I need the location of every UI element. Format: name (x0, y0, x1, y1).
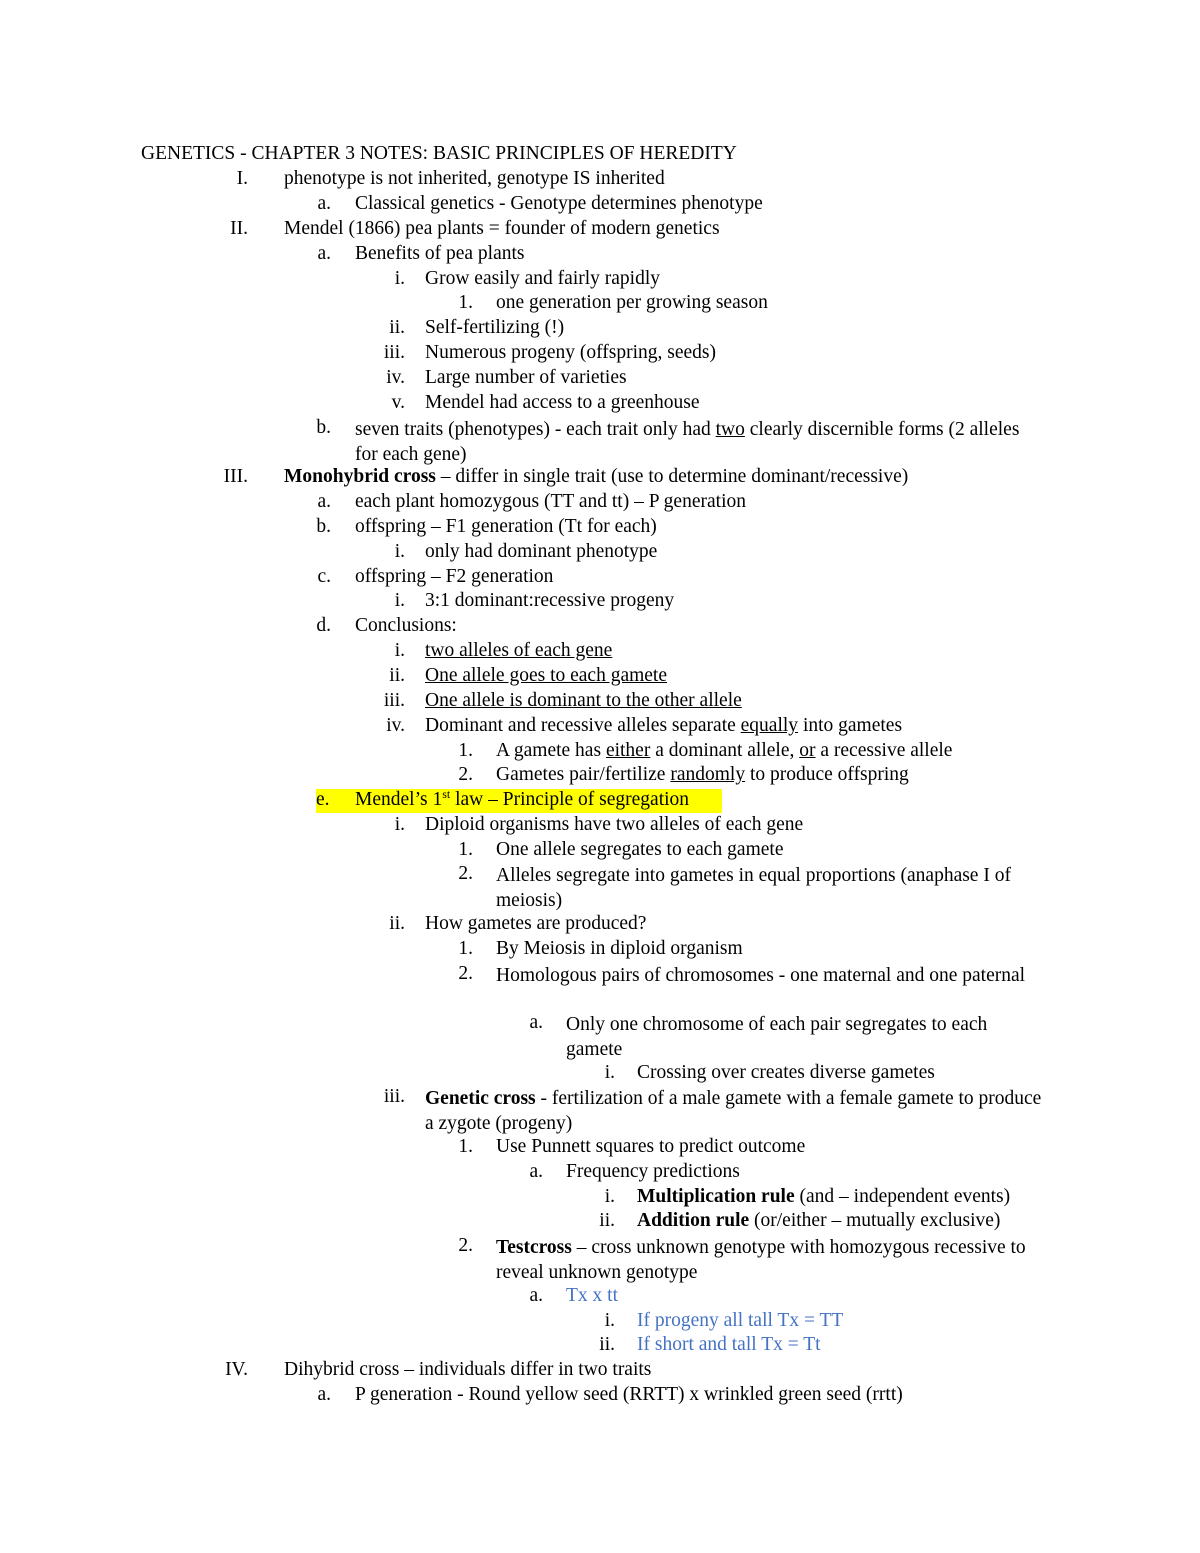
list-marker: a. (529, 1012, 543, 1033)
list-marker: a. (529, 1161, 543, 1182)
list-marker: iv. (386, 367, 405, 388)
underlined-text: One allele is dominant to the other allele (425, 690, 742, 711)
text-run: a recessive allele (815, 740, 953, 761)
text-run: A gamete has (496, 740, 606, 761)
item-text (496, 1235, 1076, 1285)
outline-item (0, 1136, 806, 1158)
text-run: Dominant and recessive alleles separate (425, 715, 741, 736)
list-marker: III. (223, 466, 248, 487)
list-marker: 1. (458, 1136, 473, 1157)
outline-item (0, 839, 784, 861)
outline-item (0, 615, 457, 637)
item-text: each plant homozygous (TT and tt) – P generation (355, 491, 746, 512)
item-text: P generation - Round yellow seed (RRTT) x wrinkled green seed (rrtt) (355, 1384, 903, 1405)
list-marker: iii. (383, 342, 405, 363)
item-text: Dihybrid cross – individuals differ in two traits (284, 1359, 652, 1380)
item-text: Frequency predictions (566, 1161, 740, 1182)
underlined-text: randomly (670, 764, 746, 785)
outline-item (0, 1186, 1011, 1208)
list-marker: d. (316, 615, 331, 636)
outline-item (0, 640, 613, 662)
item-text: Large number of varieties (425, 367, 627, 388)
list-marker: i. (394, 541, 405, 562)
item-text: If short and tall Tx = Tt (637, 1334, 821, 1355)
outline-item (0, 342, 716, 364)
list-marker: 2. (458, 764, 473, 785)
item-text: Grow easily and fairly rapidly (425, 268, 661, 289)
outline-item (0, 516, 657, 538)
text-run: (and – independent events) (794, 1186, 1011, 1207)
list-marker: v. (391, 392, 405, 413)
bold-term: Addition rule (637, 1210, 750, 1231)
list-marker: 1. (458, 740, 473, 761)
item-text: 3:1 dominant:recessive progeny (425, 590, 675, 611)
outline-item (0, 292, 768, 314)
list-marker: a. (317, 243, 331, 264)
list-marker: i. (604, 1186, 615, 1207)
outline-item (0, 1062, 935, 1084)
superscript: st (442, 787, 451, 801)
list-marker: ii. (389, 913, 405, 934)
list-marker: 2. (458, 1235, 473, 1256)
outline-item (0, 764, 909, 786)
item-text (425, 1086, 1050, 1136)
item-text: Tx x tt (566, 1285, 618, 1306)
outline-item (0, 1086, 1042, 1134)
list-marker: 1. (458, 938, 473, 959)
outline-item (0, 218, 720, 240)
outline-item (0, 715, 903, 737)
text-run: a dominant allele, (650, 740, 800, 761)
outline-item (0, 168, 665, 190)
list-marker: I. (236, 168, 248, 189)
outline-item (0, 1210, 1001, 1232)
list-marker: b. (316, 417, 331, 438)
item-text: By Meiosis in diploid organism (496, 938, 743, 959)
list-marker: iii. (383, 690, 405, 711)
outline-item (0, 1285, 618, 1307)
list-marker: e. (316, 789, 330, 810)
outline-item (0, 541, 658, 563)
outline-item (0, 814, 804, 836)
underlined-text: One allele goes to each gamete (425, 665, 668, 686)
text-run: (or/either – mutually exclusive) (749, 1210, 1001, 1231)
list-marker: ii. (599, 1210, 615, 1231)
item-text: Only one chromosome of each pair segregates to each gamete (566, 1014, 988, 1060)
outline-item (0, 1012, 988, 1060)
item-text: If progeny all tall Tx = TT (637, 1310, 844, 1331)
outline-item (0, 243, 525, 265)
item-text: only had dominant phenotype (425, 541, 658, 562)
text-run: into gametes (798, 715, 903, 736)
item-text (496, 740, 952, 762)
item-text: How gametes are produced? (425, 913, 647, 934)
bold-term: Genetic cross (425, 1088, 536, 1109)
text-run: - fertilization of a male gamete with a female gamete to produce a zygote (progeny) (425, 1088, 1042, 1134)
item-text: Numerous progeny (offspring, seeds) (425, 342, 716, 363)
list-marker: IV. (225, 1359, 248, 1380)
outline-item (0, 1310, 844, 1332)
item-text (355, 417, 1045, 467)
outline-item (0, 665, 668, 687)
list-marker: 1. (458, 292, 473, 313)
text-run: to produce offspring (745, 764, 909, 785)
item-text: Mendel (1866) pea plants = founder of modern genetics (284, 218, 720, 239)
item-text (637, 1186, 1010, 1208)
item-text: Classical genetics - Genotype determines phenotype (355, 193, 763, 214)
outline-item (0, 392, 700, 414)
text-run: Mendel’s 1 (355, 789, 443, 810)
text-run: Gametes pair/fertilize (496, 764, 671, 785)
list-marker: iii. (383, 1086, 405, 1107)
list-marker: a. (529, 1285, 543, 1306)
text-run: seven traits (phenotypes) - each trait only had (355, 419, 716, 440)
item-text (496, 764, 909, 786)
outline-item (0, 1359, 652, 1381)
outline-item (0, 690, 742, 712)
underlined-text: two alleles of each gene (425, 640, 613, 661)
list-marker: iv. (386, 715, 405, 736)
list-marker: i. (394, 268, 405, 289)
list-marker: i. (394, 814, 405, 835)
list-marker: i. (604, 1310, 615, 1331)
item-text (425, 640, 612, 662)
outline-item (0, 1384, 903, 1406)
list-marker: 1. (458, 839, 473, 860)
text-run: – differ in single trait (use to determine dominant/recessive) (435, 466, 909, 487)
list-marker: i. (394, 640, 405, 661)
text-run: – cross unknown genotype with homozygous recessive to reveal unknown genotype (496, 1237, 1026, 1283)
bold-term: Testcross (496, 1237, 572, 1258)
bold-term: Monohybrid cross (284, 466, 436, 487)
item-text (637, 1210, 1000, 1232)
underlined-text: equally (740, 715, 799, 736)
outline-item (0, 1161, 740, 1183)
item-text: offspring – F1 generation (Tt for each) (355, 516, 657, 537)
list-marker: II. (230, 218, 248, 239)
item-text: Self-fertilizing (!) (425, 317, 565, 338)
outline-item (0, 938, 743, 960)
outline-item (0, 566, 554, 588)
document-title: GENETICS - CHAPTER 3 NOTES: BASIC PRINCIPLES OF HEREDITY (141, 143, 737, 164)
list-marker: i. (604, 1062, 615, 1083)
underlined-text: two (715, 419, 745, 440)
outline-item (0, 491, 746, 513)
underlined-text: either (605, 740, 651, 761)
outline-item (0, 913, 647, 935)
item-text (355, 789, 689, 811)
list-marker: 2. (458, 963, 473, 984)
text-run: clearly discernible forms (2 alleles for each gene) (355, 419, 1020, 465)
list-marker: ii. (599, 1334, 615, 1355)
item-text (425, 690, 742, 712)
item-text: one generation per growing season (496, 292, 768, 313)
list-marker: ii. (389, 665, 405, 686)
outline-item (0, 963, 1026, 986)
item-text: Alleles segregate into gametes in equal proportions (anaphase I of meiosis) (496, 865, 1011, 911)
item-text (284, 466, 908, 488)
outline-item (0, 1235, 1026, 1283)
outline-item (0, 317, 565, 339)
list-marker: a. (317, 193, 331, 214)
outline-item (0, 740, 953, 762)
item-text: offspring – F2 generation (355, 566, 554, 587)
list-marker: b. (316, 516, 331, 537)
list-marker: a. (317, 1384, 331, 1405)
item-text: One allele segregates to each gamete (496, 839, 784, 860)
outline-item (0, 863, 1011, 911)
item-text: phenotype is not inherited, genotype IS inherited (284, 168, 665, 189)
highlighted-item (316, 789, 722, 813)
item-text (425, 715, 902, 737)
item-text: Diploid organisms have two alleles of each gene (425, 814, 804, 835)
outline-item (0, 590, 675, 612)
item-text: Use Punnett squares to predict outcome (496, 1136, 806, 1157)
outline-item (0, 367, 627, 389)
item-text: Crossing over creates diverse gametes (637, 1062, 935, 1083)
outline-item (0, 268, 661, 290)
list-marker: 2. (458, 863, 473, 884)
item-text: Mendel had access to a greenhouse (425, 392, 700, 413)
bold-term: Multiplication rule (637, 1186, 795, 1207)
item-text: Benefits of pea plants (355, 243, 525, 264)
outline-item (0, 193, 763, 215)
list-marker: i. (394, 590, 405, 611)
outline-item (0, 1334, 821, 1356)
outline-item (0, 466, 909, 488)
list-marker: ii. (389, 317, 405, 338)
underlined-text: or (799, 740, 816, 761)
outline-item (0, 417, 1020, 465)
item-text (425, 665, 667, 687)
item-text: Homologous pairs of chromosomes - one maternal and one paternal (496, 965, 1026, 986)
list-marker: c. (317, 566, 331, 587)
text-run: law – Principle of segregation (450, 789, 690, 810)
item-text: Conclusions: (355, 615, 457, 636)
list-marker: a. (317, 491, 331, 512)
